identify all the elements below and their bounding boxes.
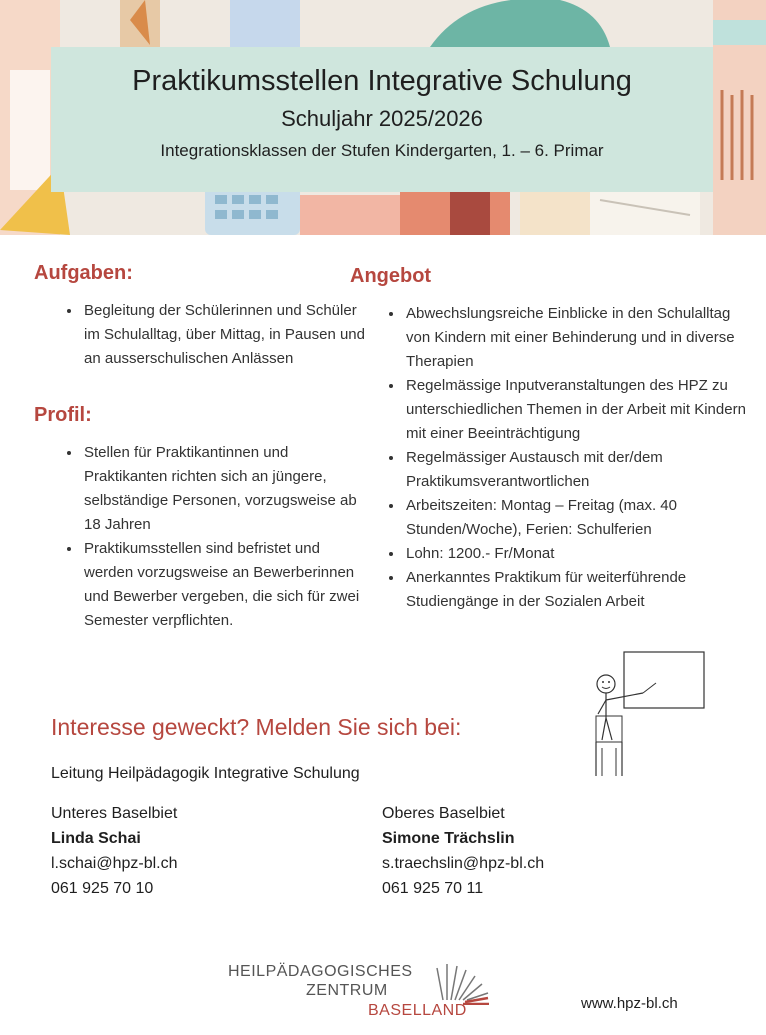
profil-heading: Profil: [34,404,92,426]
list-item: • Praktikumsstellen sind befristet und werden vorzugsweise an Bewerberinnen und Bewerber vergeben, die sich für zwei Semester verpflichten. [82,537,372,633]
hpz-logo [228,960,508,1026]
subtitle: Integrationsklassen der Stufen Kindergarten, 1. – 6. Primar [160,141,604,160]
profil-list [64,441,372,633]
page-title: Praktikumsstellen Integrative Schulung [132,65,632,97]
list-item: • Stellen für Praktikantinnen und Praktikanten richten sich an jüngere, selbständige Personen, vorzugsweise ab 18 Jahren [82,441,372,537]
contact-left-phone[interactable]: 061 925 70 10 [51,880,154,897]
contact-left-name: Linda Schai [51,830,141,847]
angebot-heading: Angebot [350,265,432,287]
aufgaben-list [64,299,372,371]
logo-line-3: BASELLAND [368,1002,467,1019]
contact-right-name: Simone Trächslin [382,830,515,847]
website-link[interactable]: www.hpz-bl.ch [581,995,678,1012]
contact-department: Leitung Heilpädagogik Integrative Schulung [51,765,360,782]
contact-right-email[interactable]: s.traechslin@hpz-bl.ch [382,855,545,872]
contact-right-region: Oberes Baselbiet [382,805,505,822]
angebot-list [386,302,749,614]
list-item: • Begleitung der Schülerinnen und Schüler im Schulalltag, über Mittag, in Pausen und an ausserschulischen Anlässen [82,299,372,371]
list-item: • Regelmässiger Austausch mit der/dem Praktikumsverantwortlichen [404,446,749,494]
logo-rays-icon [433,960,493,1005]
list-item: • Regelmässige Inputveranstaltungen des HPZ zu unterschiedlichen Themen in der Arbeit mit Kindern mit einer Beeinträchtigung [404,374,749,446]
school-year: Schuljahr 2025/2026 [281,106,483,131]
list-item: • Abwechslungsreiche Einblicke in den Schulalltag von Kindern mit einer Behinderung und in diverse Therapien [404,302,749,374]
list-item: • Lohn: 1200.- Fr/Monat [404,542,749,566]
aufgaben-heading: Aufgaben: [34,262,133,284]
list-item: • Anerkanntes Praktikum für weiterführende Studiengänge in der Sozialen Arbeit [404,566,749,614]
contact-call-to-action: Interesse geweckt? Melden Sie sich bei: [51,714,462,740]
title-banner [51,47,713,192]
contact-left-email[interactable]: l.schai@hpz-bl.ch [51,855,178,872]
contact-right-phone[interactable]: 061 925 70 11 [382,880,484,897]
logo-line-2: ZENTRUM [306,982,388,999]
logo-line-1: HEILPÄDAGOGISCHES [228,963,413,980]
teacher-whiteboard-icon [588,648,713,780]
list-item: • Arbeitszeiten: Montag – Freitag (max. 40 Stunden/Woche), Ferien: Schulferien [404,494,749,542]
contact-left-region: Unteres Baselbiet [51,805,178,822]
